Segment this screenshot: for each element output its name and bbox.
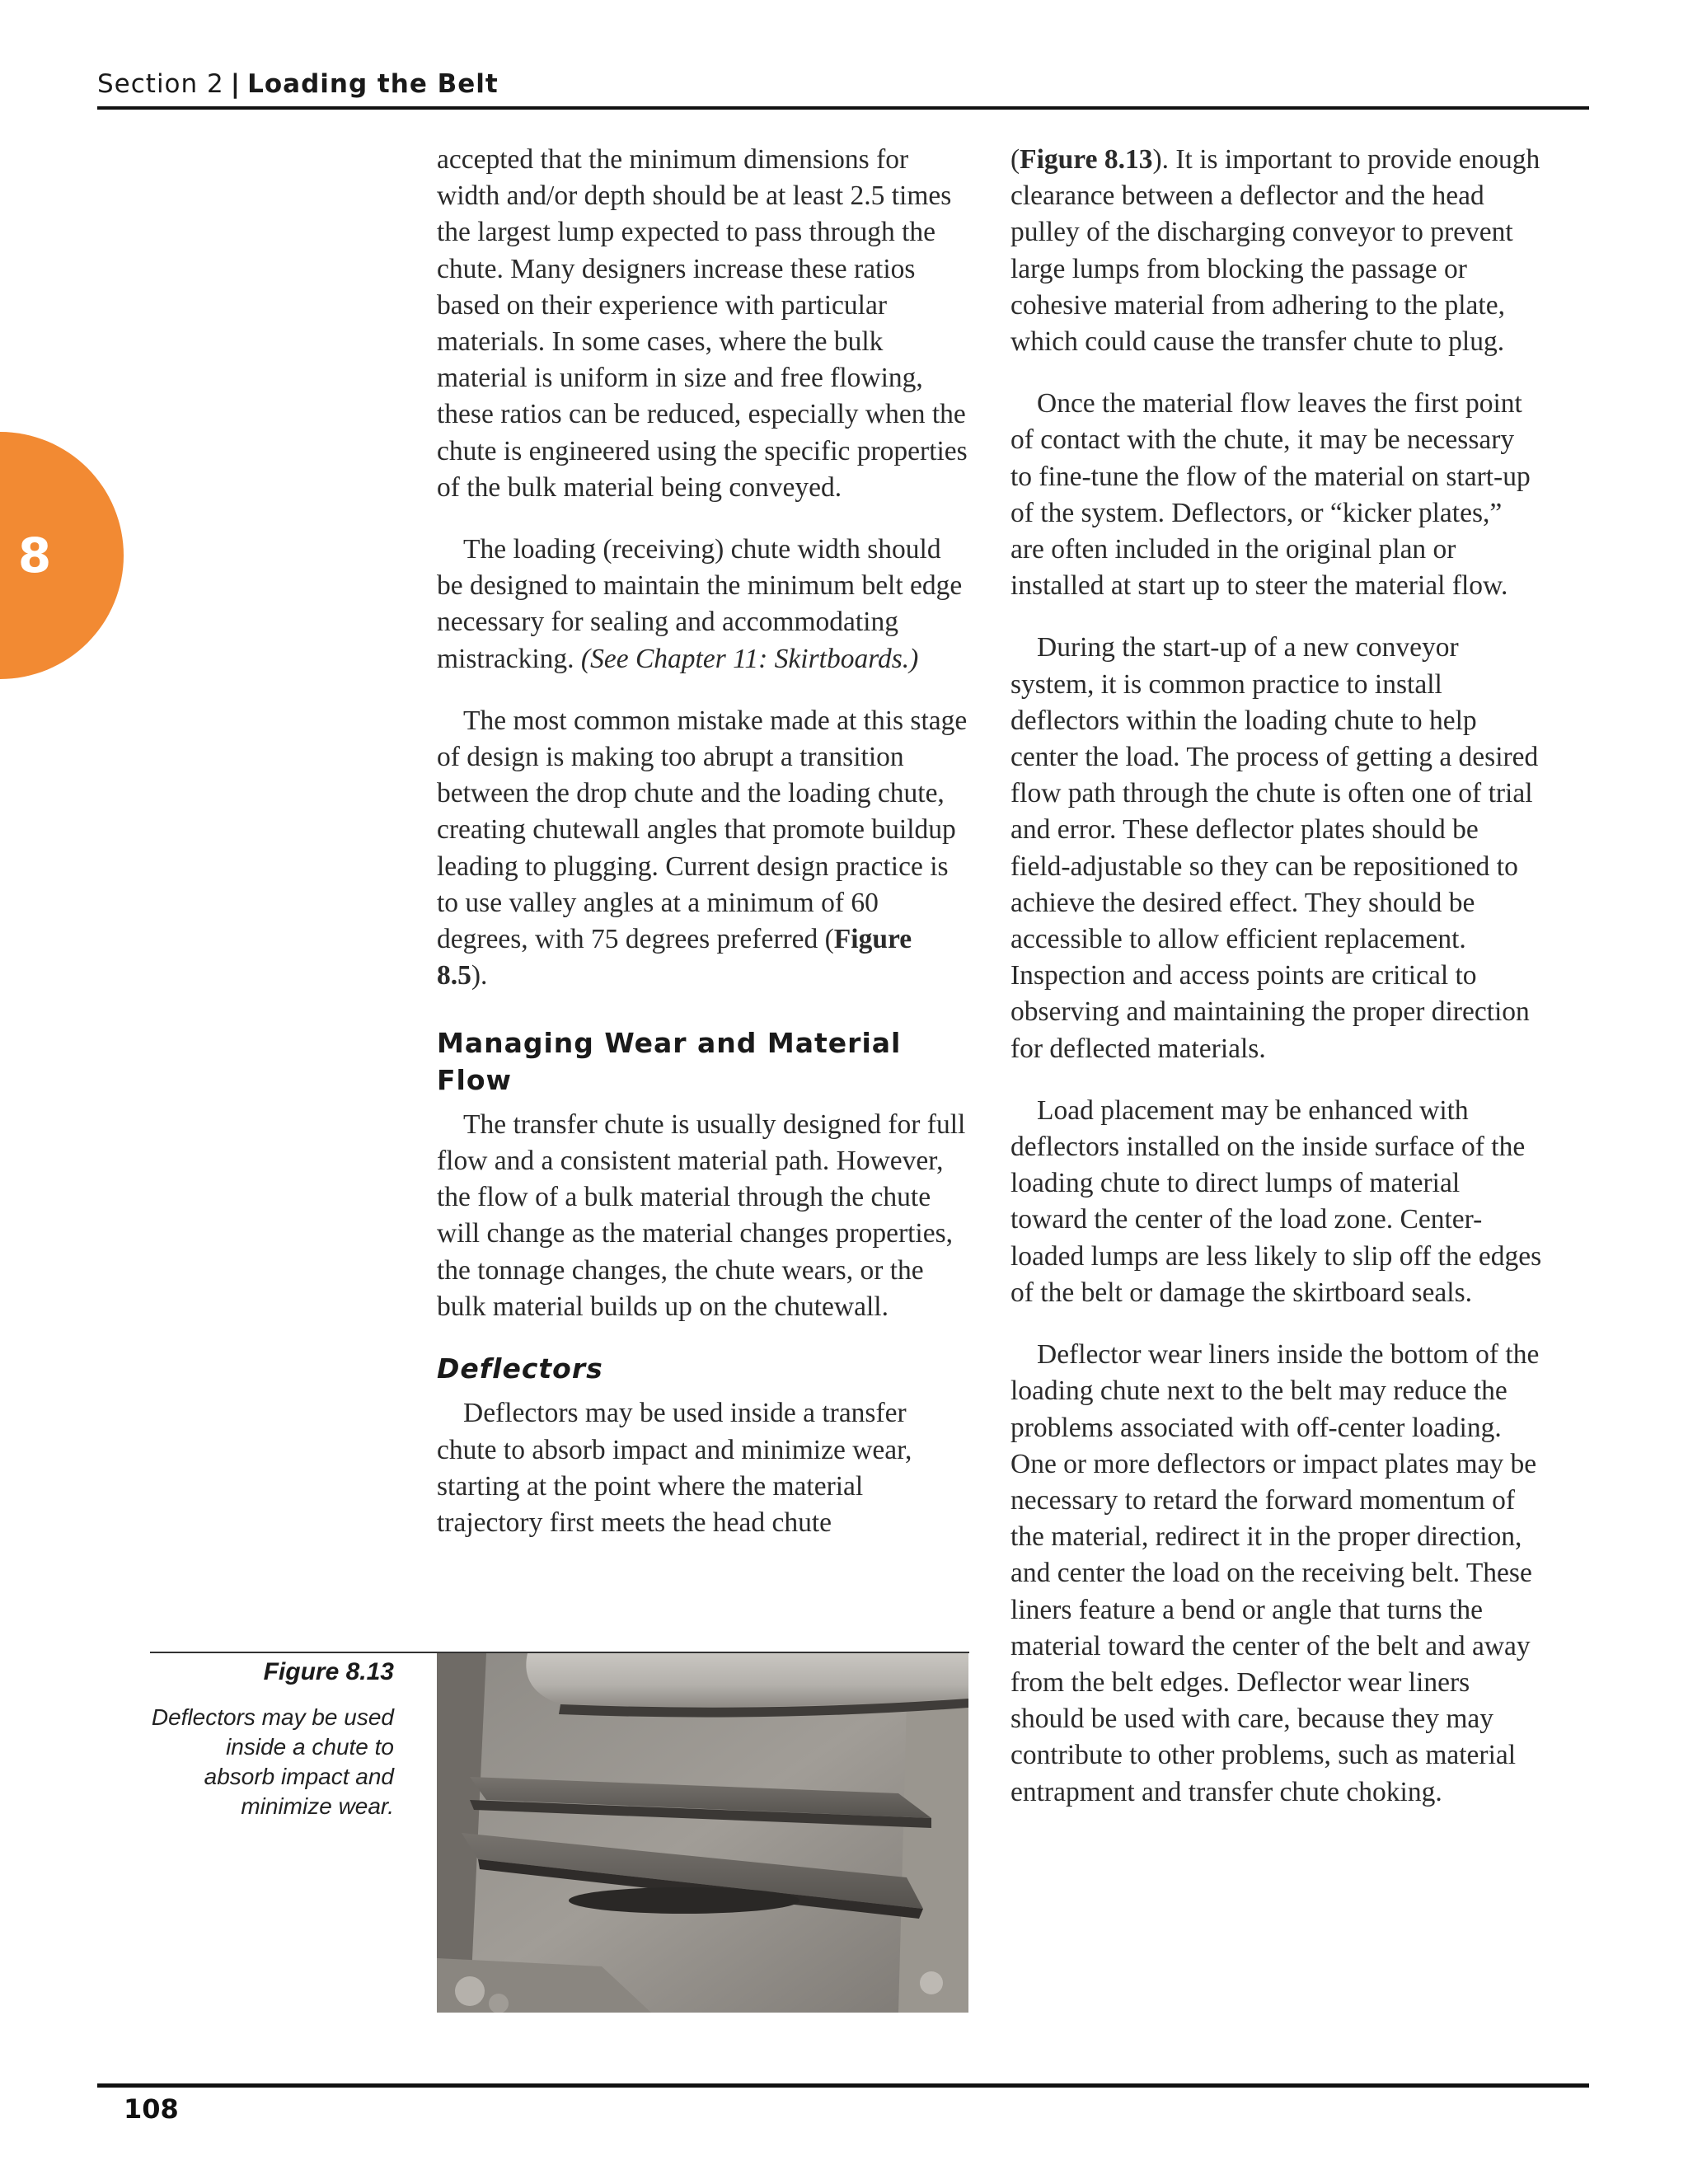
- subsection-heading: Deflectors: [437, 1352, 603, 1385]
- material-shadow: [569, 1887, 799, 1914]
- section-heading: Managing Wear and Material Flow: [437, 1027, 902, 1096]
- right-paragraph-1-text: ). It is important to provide enough clearance between a deflector and the head pulley of the discharging conveyor to prevent large lumps from blocking the passage or cohesive material from adhering to the plate, which could cause the transfer chute to plug.: [1010, 144, 1540, 358]
- material-lump: [455, 1976, 485, 2006]
- left-paragraph-4: The transfer chute is usually designed for full flow and a consistent material path. However, the flow of a bulk material through the chute will change as the material changes properties, the tonnage changes, the chute wears, or the bulk material builds up on the chutewall.: [437, 1108, 966, 1322]
- figure-photo-deflectors: [437, 1653, 968, 2013]
- footer-rule: [97, 2083, 1589, 2088]
- right-paragraph-1-open: (: [1010, 144, 1020, 175]
- figure-caption: Deflectors may be used inside a chute to absorb impact and minimize wear.: [151, 1704, 394, 1819]
- material-lump: [489, 1994, 509, 2013]
- header-section: Section 2: [97, 69, 224, 99]
- header-rule: [97, 106, 1589, 110]
- header-title: Loading the Belt: [247, 69, 499, 99]
- left-paragraph-2-text: The loading (receiving) chute width should be designed to maintain the minimum belt edge necessary for sealing and accommodating mistracking.: [437, 534, 963, 674]
- figure-label: Figure 8.13: [263, 1658, 394, 1685]
- page-number: 108: [124, 2093, 179, 2125]
- left-paragraph-3-end: ).: [471, 960, 488, 991]
- chapter-tab-number: 8: [17, 527, 52, 583]
- left-paragraph-5: Deflectors may be used inside a transfer chute to absorb impact and minimize wear, starting at the point where the material trajectory first meets the head chute: [437, 1398, 912, 1538]
- head-pulley-drum: [526, 1653, 968, 1707]
- left-paragraph-3-text: The most common mistake made at this stage of design is making too abrupt a transition between the drop chute and the loading chute, creating chutewall angles that promote buildup leading to plugging. Current design practice is to use valley angles at a minimum of 60 degrees, with 75 degrees preferred (: [437, 705, 968, 955]
- right-paragraph-5: Deflector wear liners inside the bottom of the loading chute next to the belt may reduce the problems associated with off-center loading. One or more deflectors or impact plates may be necessary to retard the forward momentum of the material, redirect it in the proper direction, and center the load on the receiving belt. These liners feature a bend or angle that turns the material toward the center of the belt and away from the belt edges. Deflector wear liners should be used with care, because they may contribute to other problems, such as material entrapment and transfer chute choking.: [1010, 1339, 1540, 1807]
- chapter-cross-reference: (See Chapter 11: Skirtboards.): [580, 643, 919, 674]
- running-header: [97, 69, 1589, 99]
- figure-8-13-reference: Figure 8.13: [1020, 144, 1153, 175]
- left-paragraph-1: accepted that the minimum dimensions for width and/or depth should be at least 2.5 times the largest lump expected to pass through the chute. Many designers increase these ratios based on their experience with particular materials. In some cases, where the bulk material is uniform in size and free flowing, these ratios can be reduced, especially when the chute is engineered using the specific properties of the bulk material being conveyed.: [437, 144, 968, 503]
- left-paragraph-3: [437, 703, 968, 995]
- right-paragraph-4: Load placement may be enhanced with deflectors installed on the inside surface of the loading chute to direct lumps of material toward the center of the load zone. Center-loaded lumps are less likely to slip off the edges of the belt or damage the skirtboard seals.: [1010, 1094, 1542, 1308]
- right-paragraph-3: During the start-up of a new conveyor system, it is common practice to install deflectors within the loading chute to help center the load. The process of getting a desired flow path through the chute is often one of trial and error. These deflector plates should be field-adjustable so they can be repositioned to achieve the desired effect. They should be accessible to allow efficient replacement. Inspection and access points are critical to observing and maintaining the proper direction for deflected materials.: [1010, 632, 1539, 1064]
- right-wall: [898, 1686, 968, 2013]
- material-lump: [920, 1971, 943, 1994]
- left-paragraph-2: [437, 532, 968, 677]
- header-separator: |: [230, 69, 241, 99]
- left-column: [437, 142, 968, 1567]
- figure-8-5-reference: Figure 8.5: [437, 924, 912, 991]
- right-paragraph-1: [1010, 142, 1542, 360]
- right-column: [1010, 142, 1542, 1836]
- right-paragraph-2: Once the material flow leaves the first point of contact with the chute, it may be necessary to fine-tune the flow of the material on start-up of the system. Deflectors, or “kicker plates,” are often included in the original plan or installed at start up to steer the material flow.: [1010, 388, 1531, 602]
